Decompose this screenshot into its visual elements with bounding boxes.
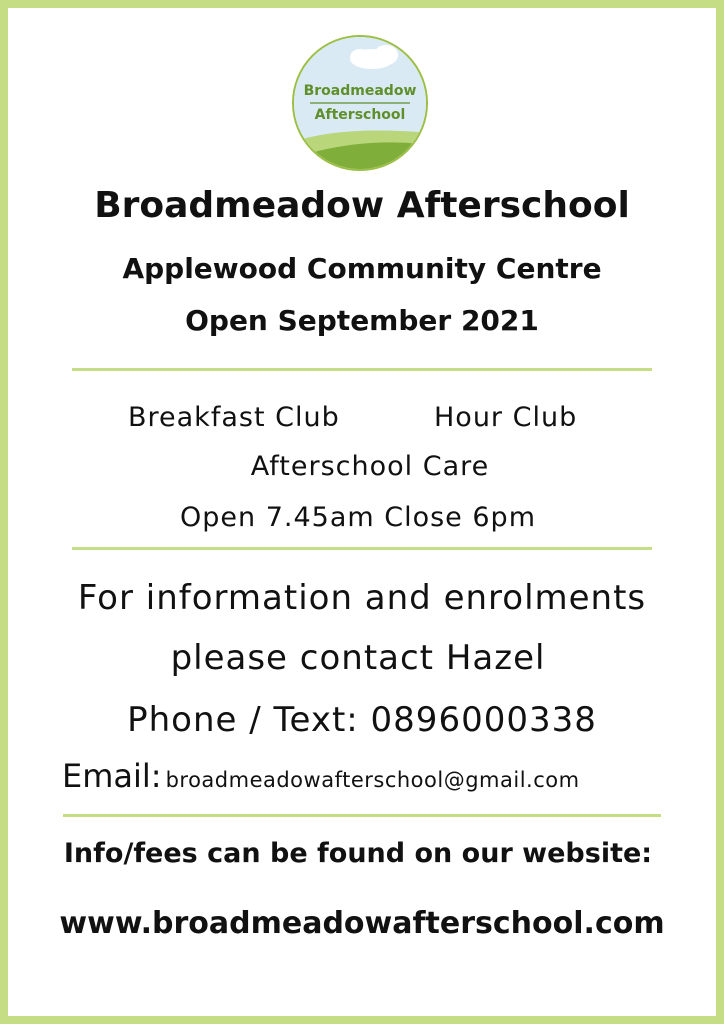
website-url[interactable]: www.broadmeadowafterschool.com xyxy=(59,906,665,941)
poster-title: Broadmeadow Afterschool xyxy=(94,185,630,226)
opening-date: Open September 2021 xyxy=(185,304,539,337)
service-hour-club: Hour Club xyxy=(434,402,578,433)
contact-line-2: please contact Hazel xyxy=(170,638,546,678)
venue-name: Applewood Community Centre xyxy=(122,252,602,285)
service-breakfast-club: Breakfast Club xyxy=(128,402,340,433)
phone-text: Phone / Text: 0896000338 xyxy=(127,700,597,740)
website-info: Info/fees can be found on our website: xyxy=(63,838,653,869)
email-address[interactable]: broadmeadowafterschool@gmail.com xyxy=(165,768,580,792)
contact-line-1: For information and enrolments xyxy=(77,578,647,618)
divider xyxy=(72,368,652,371)
logo-badge xyxy=(290,33,430,173)
email-row xyxy=(62,757,580,795)
opening-hours: Open 7.45am Close 6pm xyxy=(180,502,536,533)
logo-line2: Afterschool xyxy=(314,107,406,123)
email-label: Email: xyxy=(62,757,162,795)
logo-line1: Broadmeadow xyxy=(303,83,417,99)
service-afterschool-care: Afterschool Care xyxy=(250,451,490,482)
divider xyxy=(72,547,652,550)
divider xyxy=(63,814,661,817)
